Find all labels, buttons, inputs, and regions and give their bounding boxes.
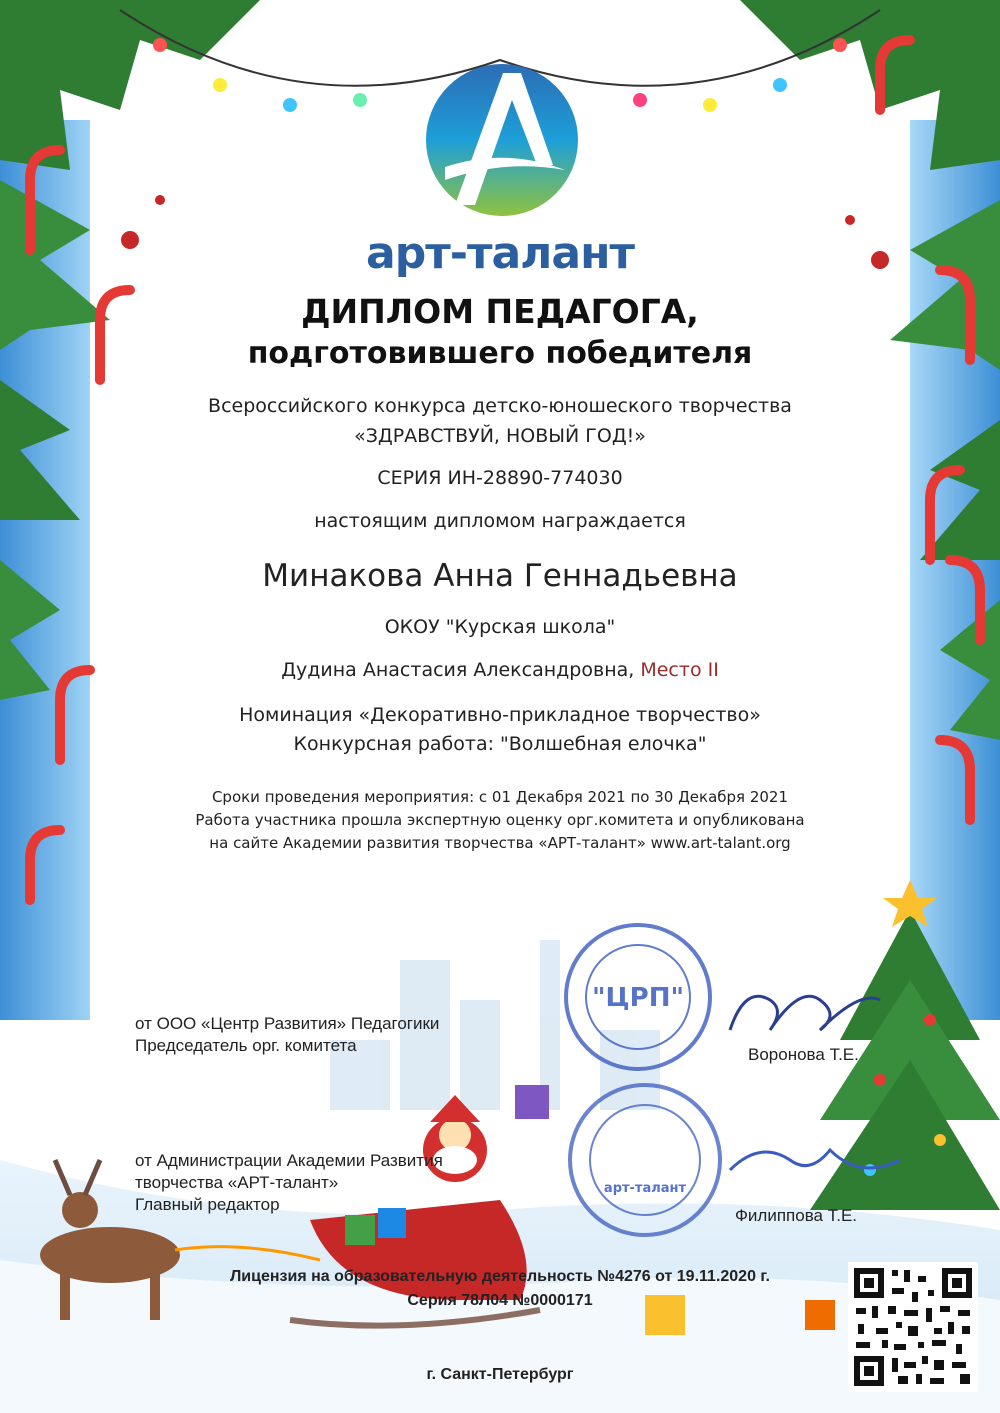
review-line-2: на сайте Академии развития творчества «АРТ-талант» www.art-talant.org xyxy=(209,834,791,852)
license-line-1: Лицензия на образовательную деятельность №4276 от 19.11.2020 г. xyxy=(230,1268,770,1285)
crp-stamp-center: "ЦРП" xyxy=(591,983,685,1013)
event-dates: Сроки проведения мероприятия: с 01 Декабря 2021 по 30 Декабря 2021 xyxy=(211,788,789,806)
signer-1-org: от ООО «Центр Развития» Педагогики xyxy=(135,1014,440,1033)
signature-block-1 xyxy=(135,1013,439,1057)
contest-line-2: «ЗДРАВСТВУЙ, НОВЫЙ ГОД!» xyxy=(354,425,646,447)
place-badge: Место II xyxy=(640,659,719,681)
art-talant-logo-icon xyxy=(425,55,580,225)
awarded-text: настоящим дипломом награждается xyxy=(314,510,686,532)
student-name: Дудина Анастасия Александровна, xyxy=(281,659,635,681)
qr-code-icon xyxy=(848,1262,978,1392)
signer-1-role: Председатель орг. комитета xyxy=(135,1036,357,1055)
signature-voronova xyxy=(730,996,880,1030)
qr-code[interactable] xyxy=(848,1262,978,1392)
organization: ОКОУ "Курская школа" xyxy=(384,616,616,638)
nomination: Номинация «Декоративно-прикладное творчество» xyxy=(239,704,761,726)
series-number: СЕРИЯ ИН-28890-774030 xyxy=(377,467,623,489)
city: г. Санкт-Петербург xyxy=(426,1366,574,1383)
license-line-2: Серия 78Л04 №0000171 xyxy=(407,1292,593,1309)
review-line-1: Работа участника прошла экспертную оценку орг.комитета и опубликована xyxy=(195,811,805,829)
art-talant-stamp-center: арт-талант xyxy=(603,1181,687,1196)
recipient-name: Минакова Анна Геннадьевна xyxy=(262,558,738,594)
logo xyxy=(425,55,580,225)
diploma-title: ДИПЛОМ ПЕДАГОГА, xyxy=(301,292,699,331)
signer-1-name: Воронова Т.Е. xyxy=(748,1045,859,1064)
contest-line-1: Всероссийского конкурса детско-юношеского творчества xyxy=(208,395,792,417)
signer-2-role: Главный редактор xyxy=(135,1195,280,1214)
crp-stamp xyxy=(566,925,710,1069)
art-talant-stamp xyxy=(570,1085,720,1235)
signature-block-2 xyxy=(135,1150,443,1216)
logo-text: арт-талант xyxy=(366,228,634,279)
contest-work: Конкурсная работа: "Волшебная елочка" xyxy=(293,733,707,755)
signature-filippova xyxy=(730,1150,900,1170)
signer-2-org-line-1: от Администрации Академии Развития xyxy=(135,1151,443,1170)
signer-2-org-line-2: творчества «АРТ-талант» xyxy=(135,1173,339,1192)
signer-2-name: Филиппова Т.Е. xyxy=(735,1206,858,1225)
student-line xyxy=(0,659,1000,681)
diploma-subtitle: подготовившего победителя xyxy=(247,336,753,371)
